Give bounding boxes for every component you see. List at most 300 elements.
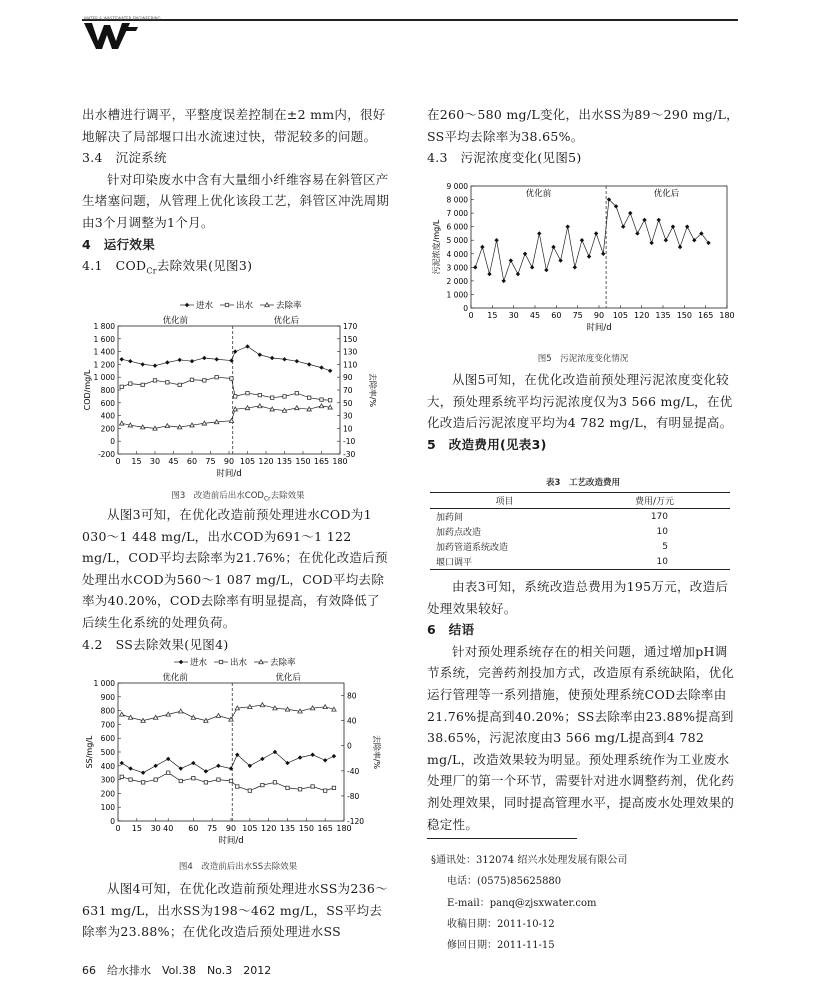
data-point [141, 383, 144, 386]
data-point [261, 783, 264, 786]
data-point [190, 378, 193, 381]
y2-tick-label: -30 [343, 450, 356, 459]
table-header-cost: 费用/万元 [634, 497, 674, 507]
data-point [487, 272, 491, 276]
journal-logo [84, 23, 138, 49]
left-column-3 [82, 878, 392, 943]
data-point [258, 393, 261, 396]
y-tick-label: 7 000 [446, 209, 468, 219]
y-tick-label: 1 000 [446, 290, 468, 300]
legend-label: 进水 [190, 658, 208, 668]
y-tick-label: 1 000 [93, 679, 115, 688]
right-paragraph-4: 针对预处理系统存在的相关问题，通过增加pH调节系统，完善药剂投加方式，改造原有系统缺陷，优化运行管理等一系列措施，使预处理系统COD去除率由21.76%提高到40.20%；SS去除率由23.88%提高到38.65%，污泥浓度由3 566 mg/L提高到4 782 mg/L，改造效果较为明显。预处理系统作为工业废水处理厂的第一个环节，需要针对进水调整药剂，优化药剂处理效果，同时提高管理水平，提高废水处理效果的稳定性。 [427, 643, 735, 832]
data-point [191, 715, 195, 719]
data-point [191, 761, 195, 765]
footnote-phone: 电话：(0575)85625880 [447, 876, 562, 888]
fig5-chart [427, 176, 739, 336]
data-point [323, 758, 327, 762]
y2-tick-label: 90 [343, 373, 353, 383]
y2-tick-label: -10 [343, 437, 356, 447]
y2-tick-label: 150 [343, 334, 358, 344]
x-tick-label: 45 [168, 457, 179, 466]
top-rule [82, 19, 738, 21]
data-point [282, 408, 286, 412]
figure-4-caption: 图4 改造前后出水SS去除效果 [178, 862, 298, 872]
data-point [332, 754, 336, 758]
data-point [202, 421, 206, 425]
table-3 [430, 492, 730, 570]
y-tick-label: 100 [100, 803, 115, 813]
data-point [537, 231, 541, 235]
data-point [621, 224, 625, 228]
table-row [430, 539, 730, 554]
data-point [298, 755, 302, 759]
plot-frame [118, 683, 344, 821]
x-tick-label: 15 [131, 457, 142, 466]
data-point [295, 359, 299, 363]
y-tick-label: 800 [100, 386, 115, 395]
data-point [120, 421, 124, 425]
data-point [153, 764, 157, 768]
x-axis-label: 时间/d [216, 469, 242, 479]
x-tick-label: 105 [242, 824, 258, 833]
series-line [475, 200, 708, 281]
data-point [310, 706, 314, 710]
section-3-4-heading: 3.4 沉淀系统 [82, 150, 167, 166]
data-point [298, 788, 301, 791]
data-point [307, 396, 310, 399]
right-column-3 [427, 576, 739, 835]
y-axis-label: SS/mg/L [85, 735, 94, 769]
right-paragraph-2: 从图5可知，在优化改造前预处理污泥浓度变化较大，预处理系统平均污泥浓度仅为3 566 mg/L，在优化改造后污泥浓度平均为4 782 mg/L，有明显提高。 [427, 372, 733, 431]
y-tick-label: 900 [100, 692, 115, 702]
x-tick-label: 0 [468, 311, 474, 320]
x-tick-label: 105 [239, 457, 256, 466]
figure-5-caption: 图5 污泥浓度变化情况 [537, 354, 629, 364]
data-point [245, 344, 249, 348]
y2-tick-label: -120 [347, 817, 365, 826]
data-point [166, 381, 169, 384]
x-tick-label: 165 [317, 824, 333, 833]
left-paragraph-2: 针对印染废水中含有大量细小纤维容易在斜管区产生堵塞问题，从管理上优化该段工艺，斜管区冲洗周期由3个月调整为1个月。 [82, 171, 390, 230]
right-column-2 [427, 369, 739, 455]
table-cell: 加药管道系统改造 [436, 543, 509, 553]
data-point [229, 717, 233, 721]
y2-tick-label: 70 [343, 386, 353, 395]
data-point [219, 660, 222, 663]
data-point [635, 231, 639, 235]
y-tick-label: 9 000 [446, 182, 468, 191]
left-paragraph-3: 从图3可知，在优化改造前预处理进水COD为1 030～1 448 mg/L，出水COD为691～1 122 mg/L，COD平均去除率为21.76%；在优化改造后预处理出水COD为560～1 087 mg/L，COD平均去除率为40.20%，COD去除率有明显提高，有效降低了后续生化系统的处理负荷。 [82, 507, 388, 630]
table-header-row [430, 493, 730, 509]
y2-tick-label: 30 [343, 411, 353, 421]
table-cell: 堰口调平 [436, 558, 473, 568]
data-point [235, 706, 239, 710]
x-tick-label: 180 [719, 311, 735, 320]
data-point [120, 385, 123, 388]
y-tick-label: 1 800 [93, 322, 115, 331]
data-point [167, 771, 170, 774]
figure-4 [82, 653, 394, 850]
table-cell: 10 [656, 556, 668, 567]
data-point [323, 789, 326, 792]
data-point [328, 405, 332, 409]
data-point [141, 718, 145, 722]
x-tick-label: 90 [225, 824, 237, 833]
y-tick-label: 700 [100, 720, 115, 730]
y2-tick-label: 50 [343, 398, 353, 408]
data-point [283, 395, 286, 398]
data-point [642, 218, 646, 222]
data-point [229, 779, 232, 782]
data-point [273, 706, 277, 710]
series-line [122, 752, 334, 773]
figure-3-caption: 图3 改造前后出水$COD_{Cr}$去除效果 [171, 491, 305, 503]
legend-label: 去除率 [276, 301, 302, 311]
data-point [141, 781, 144, 784]
data-point [233, 349, 237, 353]
section-4-heading: 4 运行效果 [82, 236, 155, 252]
data-point [671, 224, 675, 228]
data-point [230, 377, 233, 380]
page-footer: 66 给水排水 Vol.38 No.3 2012 [82, 964, 272, 977]
data-point [270, 396, 273, 399]
x-tick-label: 120 [634, 311, 650, 320]
data-point [190, 359, 194, 363]
right-paragraph-3: 由表3可知，系统改造总费用为195万元，改造后处理效果较好。 [427, 579, 729, 616]
data-point [523, 252, 527, 256]
data-point [204, 781, 207, 784]
left-paragraph-1: 出水槽进行调平，平整度误差控制在±2 mm内，很好地解决了局部堰口出水流速过快，带泥较多的问题。 [82, 107, 386, 144]
data-point [320, 398, 323, 401]
data-point [128, 715, 132, 719]
data-point [179, 660, 183, 664]
data-point [319, 365, 323, 369]
data-point [509, 258, 513, 262]
data-point [153, 715, 157, 719]
data-point [580, 238, 584, 242]
y2-axis-label: 去除率/% [368, 372, 377, 408]
annotation-after: 优化后 [273, 316, 300, 326]
data-point [179, 709, 183, 713]
data-point [628, 211, 632, 215]
x-tick-label: 60 [551, 311, 562, 320]
y-tick-label: 400 [100, 411, 115, 421]
y-tick-label: 8 000 [446, 195, 468, 205]
figure-3 [82, 296, 394, 486]
y-tick-label: 1 000 [93, 373, 115, 383]
x-tick-label: 105 [612, 311, 628, 320]
x-tick-label: 165 [698, 311, 714, 320]
data-point [233, 395, 236, 398]
y-tick-label: 300 [100, 775, 115, 785]
data-point [214, 357, 218, 361]
x-tick-label: 0 [115, 457, 121, 466]
figure-5 [427, 176, 739, 336]
data-point [295, 392, 298, 395]
data-point [307, 407, 311, 411]
left-column [82, 104, 392, 282]
data-point [270, 407, 274, 411]
annotation-before: 优化前 [162, 316, 189, 326]
data-point [685, 224, 689, 228]
x-tick-label: 165 [313, 457, 330, 466]
x-tick-label: 135 [279, 824, 296, 833]
data-point [179, 779, 182, 782]
x-tick-label: 135 [276, 457, 293, 466]
data-point [140, 362, 144, 366]
legend-label: 出水 [230, 658, 248, 668]
x-tick-label: 180 [332, 457, 348, 466]
footnote-received: 收稿日期：2011-10-12 [447, 918, 555, 930]
annotation-after: 优化后 [653, 189, 680, 199]
data-point [120, 775, 123, 778]
footnote-revised: 修回日期：2011-11-15 [447, 940, 555, 952]
x-tick-label: 120 [261, 824, 277, 833]
legend-label: 进水 [196, 301, 214, 311]
y-tick-label: 200 [100, 789, 115, 799]
data-point [319, 404, 323, 408]
data-point [129, 778, 132, 781]
annotation-before: 优化前 [162, 673, 188, 683]
section-6-heading: 6 结语 [427, 622, 475, 638]
data-point [154, 778, 157, 781]
x-axis-label: 时间/d [218, 836, 244, 846]
data-point [129, 382, 132, 385]
table-cell: 170 [650, 511, 668, 522]
data-point [307, 362, 311, 366]
y-tick-label: 200 [100, 424, 115, 434]
data-point [494, 238, 498, 242]
y-tick-label: 1 200 [93, 360, 115, 370]
data-point [332, 786, 335, 789]
y-tick-label: 1 600 [93, 334, 115, 344]
plot-frame [471, 186, 727, 308]
data-point [258, 404, 262, 408]
y-axis-label: COD/mg/L [83, 369, 92, 411]
data-point [657, 218, 661, 222]
y-tick-label: 5 000 [446, 236, 468, 246]
footnote-address: §通讯处：312074 绍兴水处理发展有限公司 [431, 855, 628, 866]
data-point [128, 423, 132, 427]
x-tick-label: 90 [223, 457, 235, 466]
footnote-email: E-mail：panq@zjsxwater.com [447, 897, 597, 909]
data-point [285, 707, 289, 711]
table-3-title: 表3 工艺改造费用 [546, 478, 620, 488]
x-tick-label: 180 [336, 824, 352, 833]
y2-tick-label: 110 [343, 360, 358, 370]
data-point [516, 272, 520, 276]
data-point [298, 709, 302, 713]
table-cell: 10 [656, 526, 668, 537]
data-point [260, 757, 264, 761]
y2-tick-label: -80 [347, 791, 360, 801]
data-point [216, 764, 220, 768]
y2-tick-label: 80 [347, 691, 357, 701]
footnote-rule [427, 838, 577, 839]
y-tick-label: 0 [110, 817, 115, 826]
data-point [128, 359, 132, 363]
data-point [328, 399, 331, 402]
data-point [248, 789, 251, 792]
data-point [310, 753, 314, 757]
x-tick-label: 60 [188, 824, 199, 833]
data-point [282, 357, 286, 361]
y2-tick-label: 0 [347, 741, 352, 751]
data-point [664, 238, 668, 242]
table-row [430, 509, 730, 525]
data-point [270, 356, 274, 360]
y2-axis-label: 去除率/% [372, 734, 381, 770]
left-paragraph-4: 从图4可知，在优化改造前预处理进水SS为236～631 mg/L，出水SS为198～462 mg/L，SS平均去除率为23.88%；在优化改造后预处理进水SS [82, 881, 388, 940]
data-point [260, 703, 264, 707]
x-tick-label: 30 [150, 824, 161, 833]
y-tick-label: 600 [100, 734, 115, 744]
table-cell: 加药间 [436, 513, 464, 523]
section-4-3-heading: 4.3 污泥浓度变化(见图5) [427, 150, 582, 166]
data-point [153, 363, 157, 367]
x-tick-label: 15 [131, 824, 142, 833]
x-tick-label: 120 [258, 457, 274, 466]
data-point [177, 425, 181, 429]
fig4-chart [82, 653, 394, 850]
x-tick-label: 0 [115, 824, 121, 833]
x-tick-label: 135 [655, 311, 671, 320]
data-point [166, 712, 170, 716]
data-point [203, 379, 206, 382]
data-point [165, 360, 169, 364]
x-tick-label: 75 [572, 311, 583, 320]
table-header-item: 项目 [495, 497, 514, 507]
y-tick-label: 400 [100, 761, 115, 771]
data-point [177, 358, 181, 362]
x-tick-label: 150 [295, 457, 311, 466]
data-point [178, 383, 181, 386]
annotation-before: 优化前 [525, 189, 552, 199]
data-point [153, 426, 157, 430]
table-row [430, 554, 730, 570]
legend-label: 出水 [236, 301, 254, 311]
data-point [295, 406, 299, 410]
table-cell: 加药点改造 [436, 528, 482, 538]
data-point [332, 707, 336, 711]
section-4-1-heading: 4.1 $COD_{Cr}$去除效果(见图3) [82, 258, 253, 276]
x-tick-label: 90 [593, 311, 605, 320]
x-tick-label: 150 [676, 311, 692, 320]
data-point [258, 353, 262, 357]
data-point [587, 254, 591, 258]
y2-tick-label: -40 [347, 766, 360, 776]
data-point [473, 265, 477, 269]
y2-tick-label: 130 [343, 347, 358, 357]
data-point [594, 231, 598, 235]
data-point [558, 258, 562, 262]
data-point [328, 369, 332, 373]
data-point [678, 245, 682, 249]
y-tick-label: 2 000 [446, 276, 468, 286]
data-point [233, 407, 237, 411]
data-point [530, 265, 534, 269]
data-point [120, 761, 124, 765]
data-point [216, 713, 220, 717]
data-point [204, 718, 208, 722]
data-point [225, 303, 228, 306]
y-axis-label: 污泥浓度/mg/L [432, 219, 441, 275]
right-paragraph-1: 在260～580 mg/L变化，出水SS为89～290 mg/L，SS平均去除率为38.65%。 [427, 107, 739, 144]
data-point [601, 252, 605, 256]
series-line [122, 346, 330, 370]
y2-tick-label: 10 [343, 424, 353, 434]
data-point [286, 786, 289, 789]
cost-table [430, 492, 730, 570]
y-tick-label: 600 [100, 398, 115, 408]
data-point [649, 241, 653, 245]
y-tick-label: 500 [100, 748, 115, 757]
data-point [566, 224, 570, 228]
data-point [120, 357, 124, 361]
data-point [480, 245, 484, 249]
section-5-heading: 5 改造费用(见表3) [427, 436, 547, 452]
y-tick-label: -200 [97, 450, 115, 459]
plot-frame [118, 326, 340, 454]
section-4-2-heading: 4.2 SS去除效果(见图4) [82, 636, 229, 652]
data-point [265, 303, 269, 307]
data-point [153, 379, 156, 382]
x-axis-label: 时间/d [586, 323, 612, 333]
data-point [185, 303, 189, 307]
data-point [217, 778, 220, 781]
data-point [236, 785, 239, 788]
data-point [229, 419, 233, 423]
y-tick-label: 4 000 [446, 249, 468, 259]
data-point [323, 705, 327, 709]
left-column-2 [82, 504, 392, 655]
footnote [427, 850, 627, 956]
x-tick-label: 30 [149, 457, 161, 466]
data-point [120, 712, 124, 716]
y-tick-label: 0 [110, 437, 115, 447]
x-tick-label: 40 [163, 824, 174, 833]
y-tick-label: 800 [100, 706, 115, 716]
data-point [259, 660, 263, 664]
data-point [204, 769, 208, 773]
table-row [430, 524, 730, 539]
data-point [311, 785, 314, 788]
data-point [246, 392, 249, 395]
x-tick-label: 75 [207, 824, 218, 833]
x-tick-label: 60 [186, 457, 198, 466]
data-point [128, 766, 132, 770]
journal-logo-text: WATER & WASTEWATER ENGINEERING [84, 16, 161, 21]
data-point [202, 356, 206, 360]
x-tick-label: 30 [508, 311, 519, 320]
x-tick-label: 75 [205, 457, 216, 466]
data-point [573, 265, 577, 269]
data-point [544, 268, 548, 272]
data-point [248, 705, 252, 709]
data-point [551, 245, 555, 249]
data-point [502, 279, 506, 283]
y-tick-label: 1 400 [93, 347, 115, 357]
fig3-chart [82, 296, 394, 486]
right-column [427, 104, 739, 169]
legend-label: 去除率 [270, 658, 296, 668]
x-tick-label: 15 [487, 311, 498, 320]
y-tick-label: 3 000 [446, 263, 468, 273]
y-tick-label: 0 [463, 304, 468, 313]
table-cell: 5 [662, 541, 668, 552]
y2-tick-label: 170 [343, 322, 358, 331]
